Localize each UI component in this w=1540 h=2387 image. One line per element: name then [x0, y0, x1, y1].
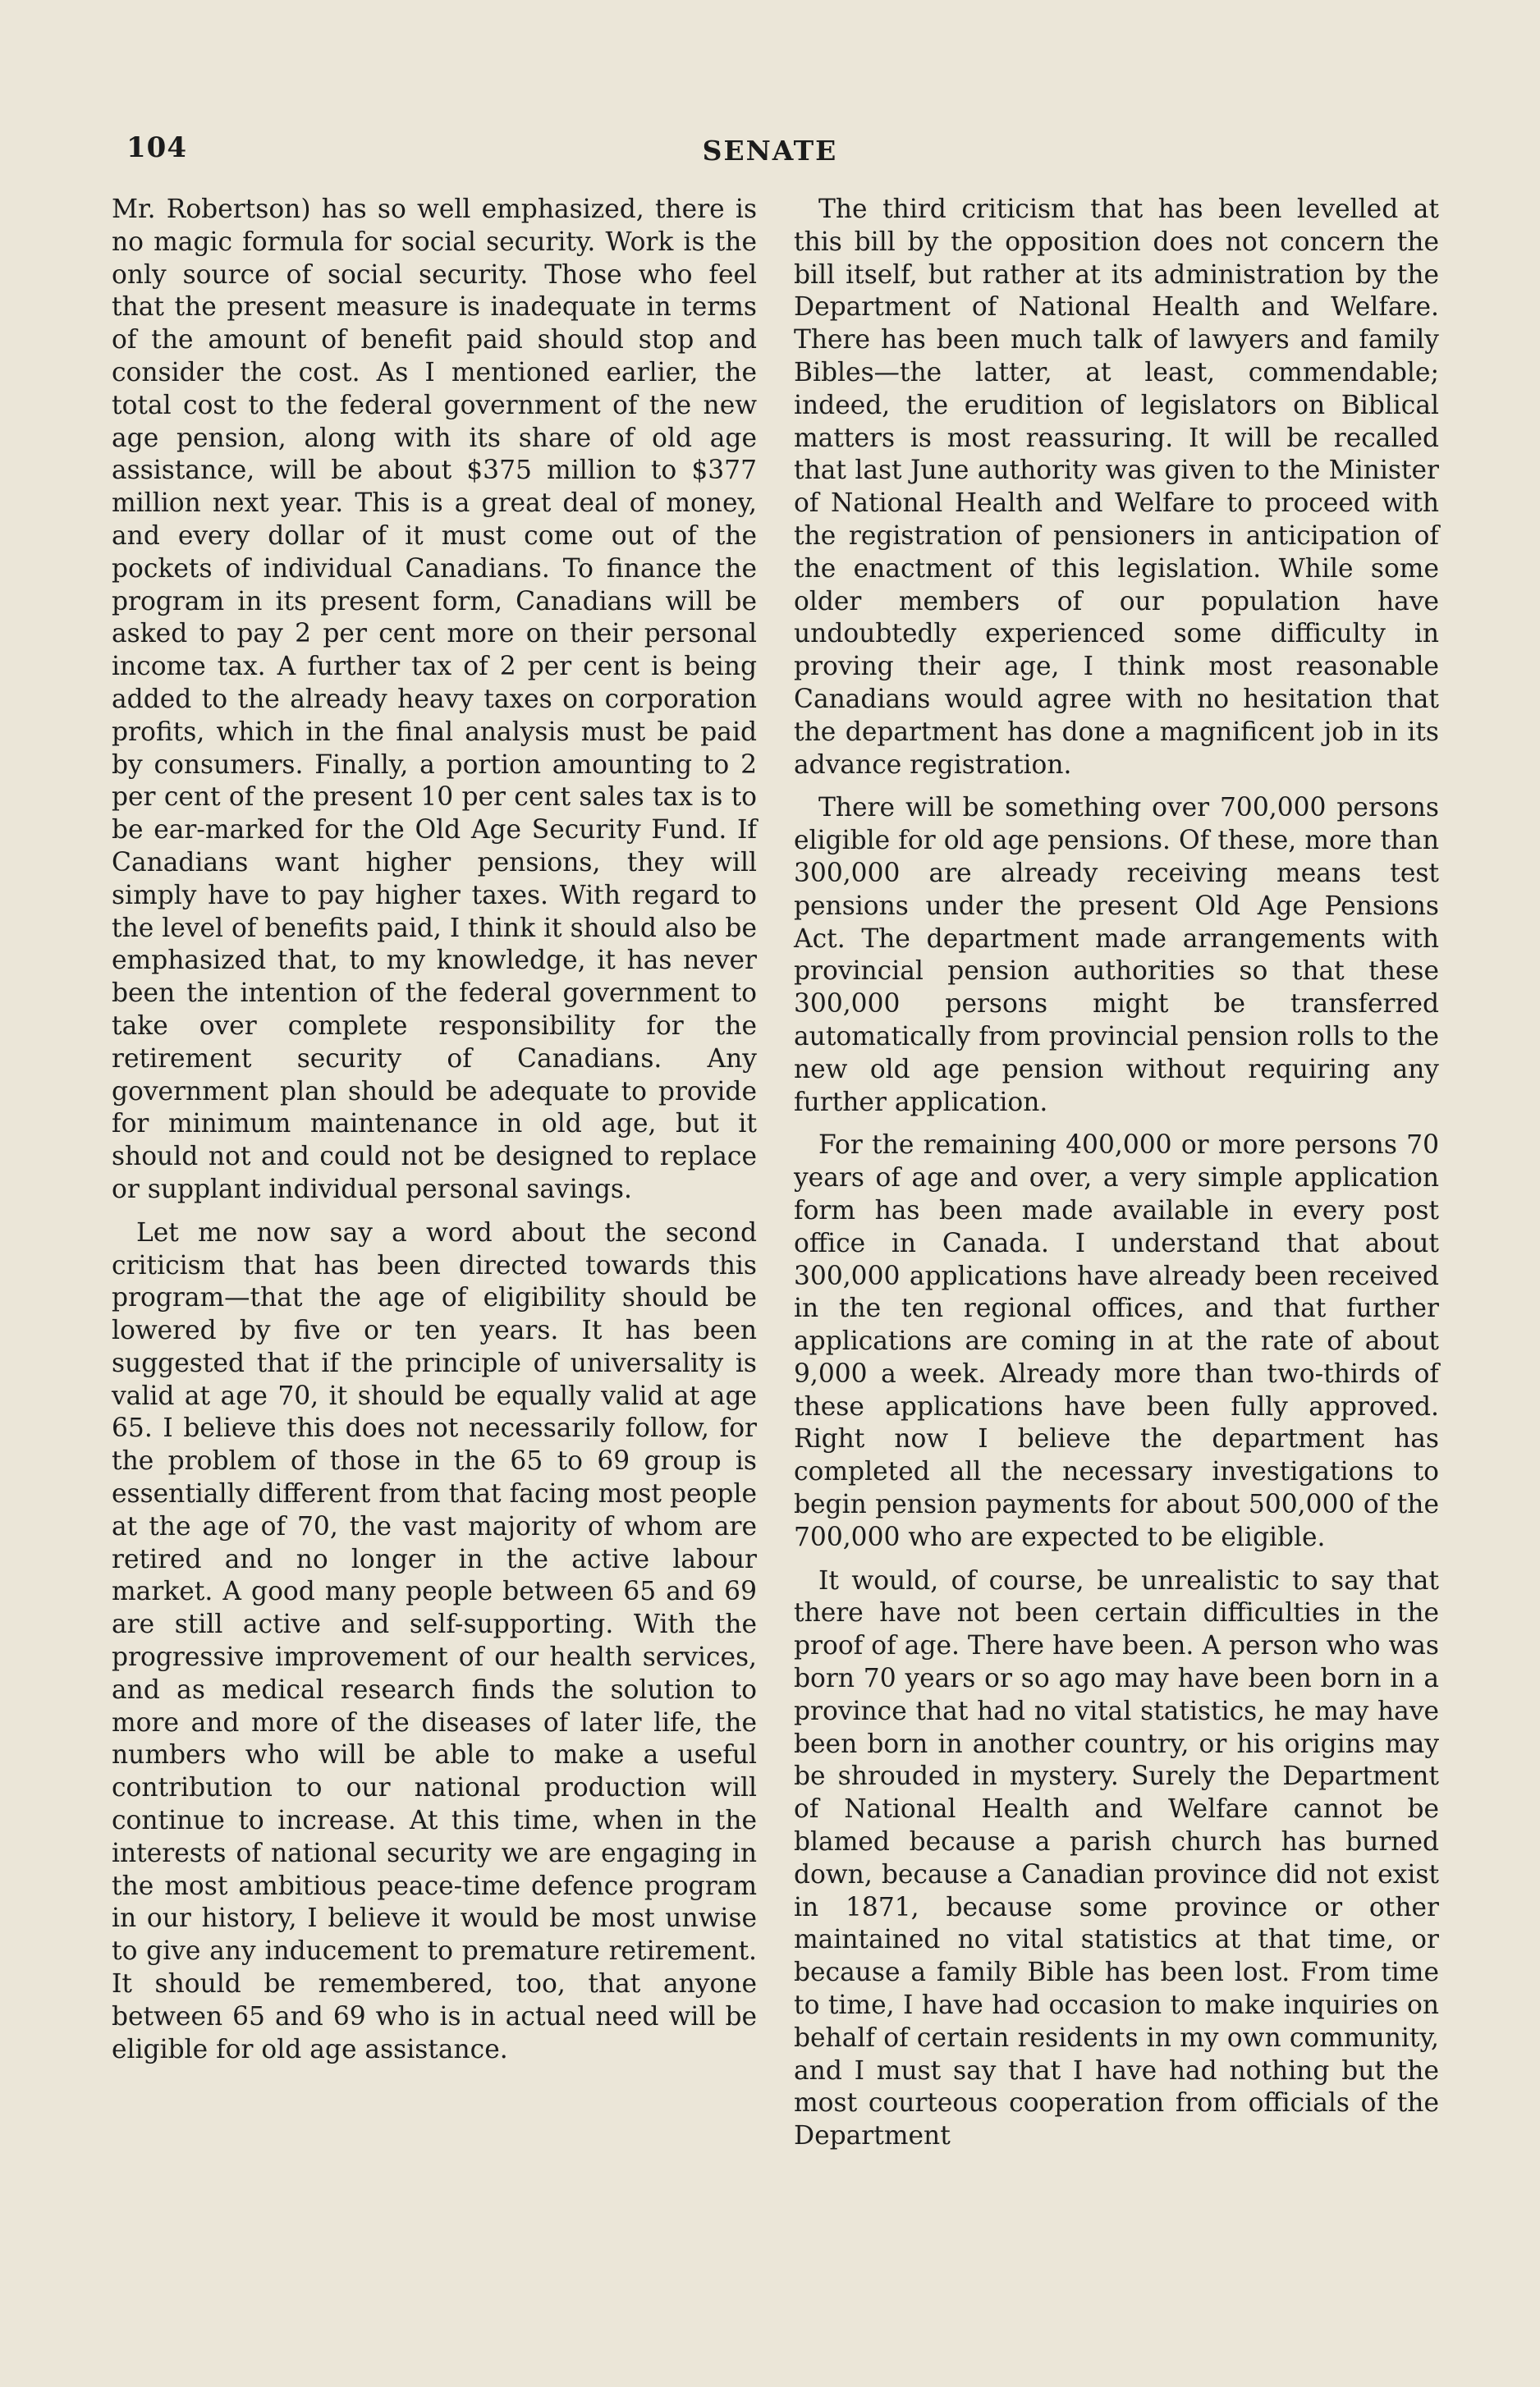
page-number: 104 [126, 131, 187, 164]
paragraph: Mr. Robertson) has so well emphasized, there is no magic formula for social security. Work is the only source of social security. Those who feel that the present measure is inadequate in terms of the amount of benefit paid should stop and consider the cost. As I mentioned earlier, the total cost to the federal government of the new age pension, along with its share of old age assistance, will be about $375 million to $377 million next year. This is a great deal of money, and every dollar of it must come out of the pockets of individual Canadians. To finance the program in its present form, Canadians will be asked to pay 2 per cent more on their personal income tax. A further tax of 2 per cent is being added to the already heavy taxes on corporation profits, which in the final analysis must be paid by consumers. Finally, a portion amounting to 2 per cent of the present 10 per cent sales tax is to be ear-marked for the Old Age Security Fund. If Canadians want higher pensions, they will simply have to pay higher taxes. With regard to the level of benefits paid, I think it should also be emphasized that, to my knowledge, it has never been the intention of the federal government to take over complete responsibility for the retirement security of Canadians. Any government plan should be adequate to provide for minimum maintenance in old age, but it should not and could not be designed to replace or supplant individual personal savings. [112, 195, 757, 1204]
paragraph: It would, of course, be unrealistic to say that there have not been certain difficulties in the proof of age. There have been. A person who was born 70 years or so ago may have been born in a province that had no vital statistics, he may have been born in another country, or his origins may be shrouded in mystery. Surely the Department of National Health and Welfare cannot be blamed because a parish church has burned down, because a Canadian province did not exist in 1871, because some province or other maintained no vital statistics at that time, or because a family Bible has been lost. From time to time, I have had occasion to make inquiries on behalf of certain residents in my own community, and I must say that I have had nothing but the most courteous cooperation from officials of the Department [794, 1565, 1439, 2151]
paragraph: For the remaining 400,000 or more persons 70 years of age and over, a very simple application form has been made available in every post office in Canada. I understand that about 300,000 applications have already been received in the ten regional offices, and that further applications are coming in at the rate of about 9,000 a week. Already more than two-thirds of these applications have been fully approved. Right now I believe the department has completed all the necessary investigations to begin pension payments for about 500,000 of the 700,000 who are expected to be eligible. [794, 1130, 1439, 1552]
running-head: SENATE [702, 135, 838, 167]
paragraph: The third criticism that has been levelled at this bill by the opposition does not concern the bill itself, but rather at its administration by the Department of National Health and Welfare. There has been much talk of lawyers and family Bibles—the latter, at least, commendable; indeed, the erudition of legislators on Biblical matters is most reassuring. It will be recalled that last June authority was given to the Minister of National Health and Welfare to proceed with the registration of pensioners in anticipation of the enactment of this legislation. While some older members of our population have undoubtedly experienced some difficulty in proving their age, I think most reasonable Canadians would agree with no hesitation that the department has done a magnificent job in its advance registration. [794, 195, 1439, 780]
paragraph: There will be something over 700,000 persons eligible for old age pensions. Of these, more than 300,000 are already receiving means test pensions under the present Old Age Pensions Act. The department made arrangements with provincial pension authorities so that these 300,000 persons might be transferred automatically from provincial pension rolls to the new old age pension without requiring any further application. [794, 793, 1439, 1117]
right-column [794, 194, 1439, 2153]
left-column [112, 194, 757, 2066]
paragraph: Let me now say a word about the second criticism that has been directed towards this program—that the age of eligibility should be lowered by five or ten years. It has been suggested that if the principle of universality is valid at age 70, it should be equally valid at age 65. I believe this does not necessarily follow, for the problem of those in the 65 to 69 group is essentially different from that facing most people at the age of 70, the vast majority of whom are retired and no longer in the active labour market. A good many people between 65 and 69 are still active and self-supporting. With the progressive improvement of our health services, and as medical research finds the solution to more and more of the diseases of later life, the numbers who will be able to make a useful contribution to our national production will continue to increase. At this time, when in the interests of national security we are engaging in the most ambitious peace-time defence program in our history, I believe it would be most unwise to give any inducement to premature retirement. It should be remembered, too, that anyone between 65 and 69 who is in actual need will be eligible for old age assistance. [112, 1217, 757, 2064]
